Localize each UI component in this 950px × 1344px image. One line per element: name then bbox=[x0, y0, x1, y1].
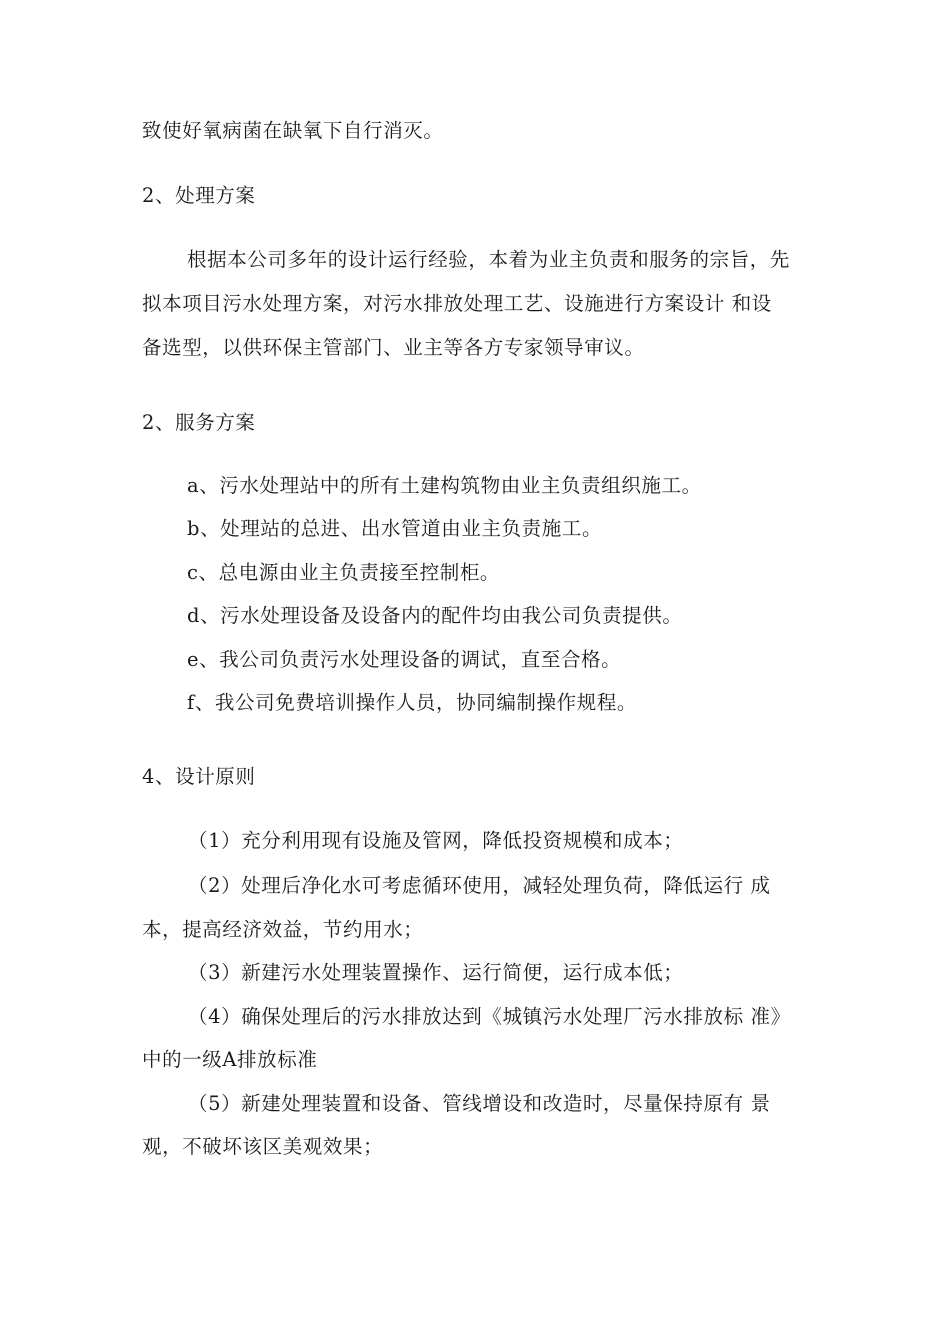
principle-line: （1）充分利用现有设施及管网，降低投资规模和成本； bbox=[188, 829, 684, 852]
principle-line: 中的一级A排放标准 bbox=[142, 1048, 318, 1071]
section-heading-treatment: 2、处理方案 bbox=[142, 184, 256, 207]
paragraph-line: 根据本公司多年的设计运行经验，本着为业主负责和服务的宗旨，先 bbox=[187, 248, 791, 271]
principle-line: （5）新建处理装置和设备、管线增设和改造时，尽量保持原有 景 bbox=[188, 1092, 771, 1115]
paragraph-line: 拟本项目污水处理方案，对污水排放处理工艺、设施进行方案设计 和设 bbox=[142, 292, 772, 315]
principle-line: 本，提高经济效益，节约用水； bbox=[142, 918, 424, 941]
principle-line: 观，不破坏该区美观效果； bbox=[142, 1135, 384, 1158]
continuation-text: 致使好氧病菌在缺氧下自行消灭。 bbox=[142, 119, 444, 142]
principle-line: （2）处理后净化水可考虑循环使用，减轻处理负荷，降低运行 成 bbox=[188, 874, 771, 897]
list-item: b、处理站的总进、出水管道由业主负责施工。 bbox=[187, 517, 603, 540]
list-item: f、我公司免费培训操作人员，协同编制操作规程。 bbox=[187, 691, 638, 714]
list-item: c、总电源由业主负责接至控制柜。 bbox=[187, 561, 501, 584]
principle-line: （4）确保处理后的污水排放达到《城镇污水处理厂污水排放标 准》 bbox=[188, 1005, 791, 1028]
list-item: d、污水处理设备及设备内的配件均由我公司负责提供。 bbox=[187, 604, 683, 627]
section-heading-service: 2、服务方案 bbox=[142, 411, 256, 434]
list-item: a、污水处理站中的所有土建构筑物由业主负责组织施工。 bbox=[187, 474, 702, 497]
section-heading-design: 4、设计原则 bbox=[142, 765, 256, 788]
principle-line: （3）新建污水处理装置操作、运行简便，运行成本低； bbox=[188, 961, 684, 984]
paragraph-line: 备选型，以供环保主管部门、业主等各方专家领导审议。 bbox=[142, 336, 645, 359]
list-item: e、我公司负责污水处理设备的调试，直至合格。 bbox=[187, 648, 622, 671]
